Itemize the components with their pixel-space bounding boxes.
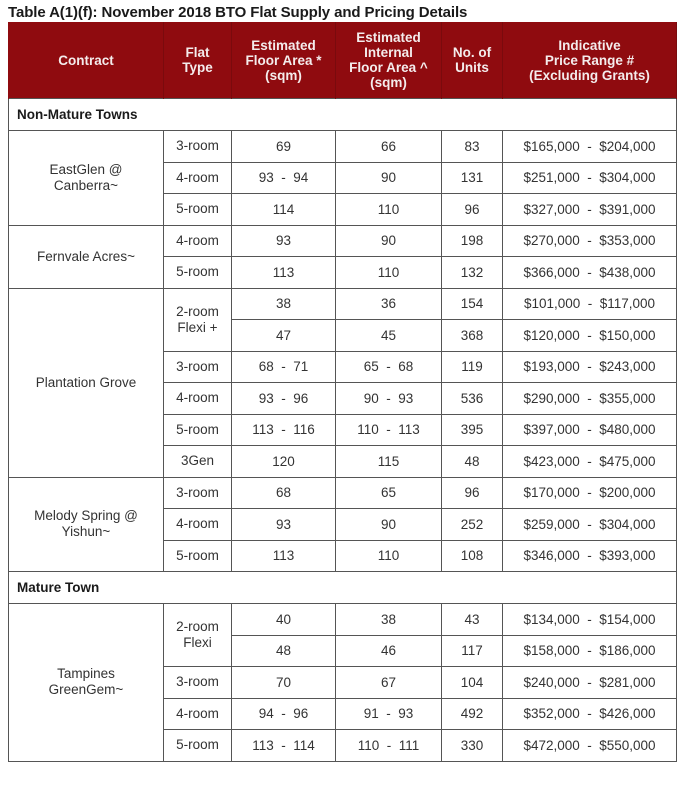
units: 368 — [442, 320, 503, 352]
price-range: $327,000 - $391,000 — [503, 194, 677, 226]
table-row — [9, 288, 677, 320]
internal-floor-area: 110 — [336, 194, 442, 226]
units: 330 — [442, 730, 503, 762]
flat-type: 3Gen — [164, 446, 232, 478]
internal-floor-area: 65 - 68 — [336, 351, 442, 383]
price-range: $134,000 - $154,000 — [503, 604, 677, 636]
floor-area: 48 — [232, 635, 336, 667]
header-units: No. of Units — [442, 22, 503, 99]
price-range: $158,000 - $186,000 — [503, 635, 677, 667]
flat-type: 3-room — [164, 351, 232, 383]
contract-name: Melody Spring @ Yishun~ — [9, 477, 164, 572]
floor-area: 68 — [232, 477, 336, 509]
floor-area: 114 — [232, 194, 336, 226]
floor-area: 40 — [232, 604, 336, 636]
flat-type: 5-room — [164, 257, 232, 289]
units: 536 — [442, 383, 503, 415]
contract-name: Plantation Grove — [9, 288, 164, 477]
internal-floor-area: 110 — [336, 257, 442, 289]
units: 96 — [442, 477, 503, 509]
floor-area: 68 - 71 — [232, 351, 336, 383]
header-floor-area: Estimated Floor Area * (sqm) — [232, 22, 336, 99]
section-label: Non-Mature Towns — [9, 99, 677, 131]
units: 48 — [442, 446, 503, 478]
price-range: $270,000 - $353,000 — [503, 225, 677, 257]
units: 43 — [442, 604, 503, 636]
header-contract: Contract — [9, 22, 164, 99]
units: 104 — [442, 667, 503, 699]
section-row — [9, 99, 677, 131]
bto-supply-table — [8, 22, 677, 762]
floor-area: 93 - 96 — [232, 383, 336, 415]
units: 154 — [442, 288, 503, 320]
flat-type: 5-room — [164, 414, 232, 446]
header-price-range: Indicative Price Range # (Excluding Grants) — [503, 22, 677, 99]
flat-type: 4-room — [164, 509, 232, 541]
internal-floor-area: 115 — [336, 446, 442, 478]
price-range: $423,000 - $475,000 — [503, 446, 677, 478]
floor-area: 47 — [232, 320, 336, 352]
section-row — [9, 572, 677, 604]
units: 131 — [442, 162, 503, 194]
internal-floor-area: 66 — [336, 131, 442, 163]
price-range: $397,000 - $480,000 — [503, 414, 677, 446]
floor-area: 113 - 116 — [232, 414, 336, 446]
table-row — [9, 477, 677, 509]
table-row — [9, 131, 677, 163]
flat-type: 2-room Flexi — [164, 604, 232, 667]
floor-area: 38 — [232, 288, 336, 320]
internal-floor-area: 36 — [336, 288, 442, 320]
header-row — [9, 22, 677, 99]
internal-floor-area: 90 — [336, 509, 442, 541]
flat-type: 5-room — [164, 194, 232, 226]
internal-floor-area: 91 - 93 — [336, 698, 442, 730]
flat-type: 5-room — [164, 730, 232, 762]
floor-area: 94 - 96 — [232, 698, 336, 730]
internal-floor-area: 110 - 111 — [336, 730, 442, 762]
floor-area: 113 — [232, 257, 336, 289]
units: 132 — [442, 257, 503, 289]
floor-area: 93 - 94 — [232, 162, 336, 194]
price-range: $472,000 - $550,000 — [503, 730, 677, 762]
units: 119 — [442, 351, 503, 383]
units: 492 — [442, 698, 503, 730]
internal-floor-area: 110 — [336, 540, 442, 572]
internal-floor-area: 45 — [336, 320, 442, 352]
floor-area: 93 — [232, 509, 336, 541]
contract-name: Tampines GreenGem~ — [9, 604, 164, 762]
flat-type: 4-room — [164, 225, 232, 257]
price-range: $259,000 - $304,000 — [503, 509, 677, 541]
price-range: $165,000 - $204,000 — [503, 131, 677, 163]
table-row — [9, 604, 677, 636]
price-range: $352,000 - $426,000 — [503, 698, 677, 730]
flat-type: 3-room — [164, 477, 232, 509]
internal-floor-area: 65 — [336, 477, 442, 509]
section-label: Mature Town — [9, 572, 677, 604]
units: 117 — [442, 635, 503, 667]
price-range: $290,000 - $355,000 — [503, 383, 677, 415]
flat-type: 5-room — [164, 540, 232, 572]
flat-type: 4-room — [164, 162, 232, 194]
flat-type: 3-room — [164, 131, 232, 163]
price-range: $193,000 - $243,000 — [503, 351, 677, 383]
internal-floor-area: 38 — [336, 604, 442, 636]
price-range: $251,000 - $304,000 — [503, 162, 677, 194]
flat-type: 4-room — [164, 698, 232, 730]
price-range: $101,000 - $117,000 — [503, 288, 677, 320]
units: 198 — [442, 225, 503, 257]
internal-floor-area: 67 — [336, 667, 442, 699]
flat-type: 4-room — [164, 383, 232, 415]
floor-area: 120 — [232, 446, 336, 478]
price-range: $366,000 - $438,000 — [503, 257, 677, 289]
flat-type: 3-room — [164, 667, 232, 699]
units: 395 — [442, 414, 503, 446]
table-title: Table A(1)(f): November 2018 BTO Flat Supply and Pricing Details — [8, 4, 468, 21]
floor-area: 69 — [232, 131, 336, 163]
floor-area: 113 - 114 — [232, 730, 336, 762]
internal-floor-area: 90 — [336, 162, 442, 194]
internal-floor-area: 90 - 93 — [336, 383, 442, 415]
header-internal-floor-area: Estimated Internal Floor Area ^ (sqm) — [336, 22, 442, 99]
table-row — [9, 225, 677, 257]
units: 96 — [442, 194, 503, 226]
price-range: $120,000 - $150,000 — [503, 320, 677, 352]
internal-floor-area: 46 — [336, 635, 442, 667]
price-range: $170,000 - $200,000 — [503, 477, 677, 509]
units: 83 — [442, 131, 503, 163]
header-flat-type: Flat Type — [164, 22, 232, 99]
units: 252 — [442, 509, 503, 541]
price-range: $240,000 - $281,000 — [503, 667, 677, 699]
floor-area: 113 — [232, 540, 336, 572]
floor-area: 70 — [232, 667, 336, 699]
internal-floor-area: 90 — [336, 225, 442, 257]
units: 108 — [442, 540, 503, 572]
contract-name: Fernvale Acres~ — [9, 225, 164, 288]
floor-area: 93 — [232, 225, 336, 257]
price-range: $346,000 - $393,000 — [503, 540, 677, 572]
flat-type: 2-room Flexi + — [164, 288, 232, 351]
internal-floor-area: 110 - 113 — [336, 414, 442, 446]
contract-name: EastGlen @ Canberra~ — [9, 131, 164, 226]
